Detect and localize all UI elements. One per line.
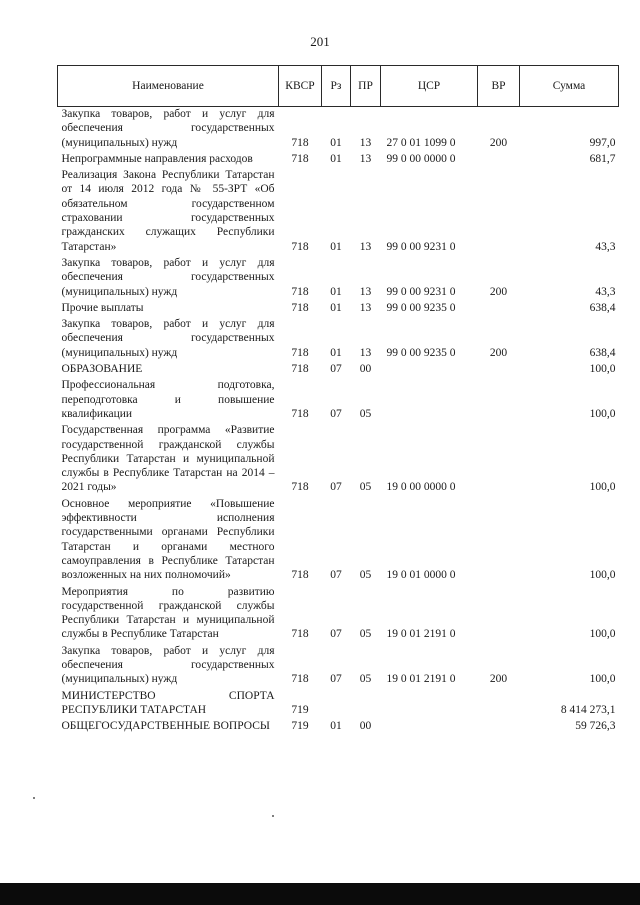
cell-pr: 13 xyxy=(359,240,372,253)
cell-pr: 13 xyxy=(359,152,372,165)
cell-rz xyxy=(322,689,351,720)
cell-name: Мероприятия по развитию государственной гражданской службы Республики Татарстан и муниципальной службы в Республике Татарстан xyxy=(61,585,275,641)
cell-vr xyxy=(478,378,520,423)
cell-vr xyxy=(478,585,520,644)
cell-rz: 01 xyxy=(330,152,342,165)
cell-kvsr: 718 xyxy=(291,136,309,149)
header-kvsr: КВСР xyxy=(279,66,322,107)
cell-name: Прочие выплаты xyxy=(61,301,144,314)
cell-name: МИНИСТЕРСТВО СПОРТА РЕСПУБЛИКИ ТАТАРСТАН xyxy=(61,689,275,716)
cell-pr: 05 xyxy=(359,628,372,641)
cell-vr xyxy=(478,301,520,317)
table-header-row xyxy=(58,66,619,107)
cell-pr: 00 xyxy=(359,363,372,376)
cell-pr: 13 xyxy=(359,285,372,298)
cell-pr: 05 xyxy=(359,481,372,494)
cell-kvsr: 719 xyxy=(291,720,309,733)
cell-name: ОБЩЕГОСУДАРСТВЕННЫЕ ВОПРОСЫ xyxy=(61,720,270,733)
cell-sum: 638,4 xyxy=(589,301,616,314)
header-rz: Рз xyxy=(322,66,351,107)
cell-pr: 00 xyxy=(359,720,372,733)
cell-kvsr: 719 xyxy=(291,703,309,716)
cell-csr: 99 0 00 9231 0 xyxy=(386,285,456,298)
table-row xyxy=(58,152,619,168)
cell-csr: 99 0 00 9231 0 xyxy=(386,240,456,253)
cell-sum: 100,0 xyxy=(589,363,616,376)
cell-vr xyxy=(478,719,520,735)
cell-csr xyxy=(381,689,478,720)
cell-sum: 997,0 xyxy=(589,136,616,149)
cell-sum: 43,3 xyxy=(595,240,616,253)
cell-csr: 19 0 00 0000 0 xyxy=(386,481,456,494)
cell-name: Непрограммные направления расходов xyxy=(61,152,253,165)
cell-pr: 13 xyxy=(359,346,372,359)
cell-rz: 01 xyxy=(330,285,342,298)
cell-sum: 638,4 xyxy=(589,346,616,359)
cell-kvsr: 718 xyxy=(291,569,309,582)
cell-rz: 07 xyxy=(330,407,342,420)
table-row xyxy=(58,423,619,496)
cell-vr xyxy=(478,168,520,256)
table-row xyxy=(58,168,619,256)
cell-name: Закупка товаров, работ и услуг для обеспечения государственных (муниципальных) нужд xyxy=(61,318,275,359)
budget-table-container xyxy=(57,65,618,735)
table-row xyxy=(58,644,619,689)
cell-pr: 13 xyxy=(359,301,372,314)
cell-kvsr: 718 xyxy=(291,628,309,641)
cell-sum: 100,0 xyxy=(589,673,616,686)
cell-sum: 100,0 xyxy=(589,569,616,582)
cell-pr: 13 xyxy=(359,136,372,149)
table-row xyxy=(58,585,619,644)
table-row xyxy=(58,719,619,735)
cell-csr xyxy=(381,362,478,378)
cell-name: Закупка товаров, работ и услуг для обеспечения государственных (муниципальных) нужд xyxy=(61,256,275,298)
cell-rz: 07 xyxy=(330,363,342,376)
cell-sum: 681,7 xyxy=(589,152,616,165)
cell-name: Основное мероприятие «Повышение эффективности исполнения государственными органами Республики Татарстан и органами местного самоуправления в Республике Татарстан возложенных на них полномочий» xyxy=(61,497,275,582)
cell-vr: 200 xyxy=(489,673,508,686)
cell-sum: 100,0 xyxy=(589,481,616,494)
cell-csr: 19 0 01 2191 0 xyxy=(386,673,456,686)
cell-rz: 07 xyxy=(330,569,342,582)
cell-sum: 59 726,3 xyxy=(575,720,616,733)
table-row xyxy=(58,689,619,720)
cell-csr: 99 0 00 9235 0 xyxy=(386,301,456,314)
cell-csr: 99 0 00 0000 0 xyxy=(386,152,456,165)
cell-rz: 07 xyxy=(330,481,342,494)
table-row xyxy=(58,107,619,152)
header-name: Наименование xyxy=(58,66,279,107)
cell-rz: 07 xyxy=(330,628,342,641)
table-row xyxy=(58,301,619,317)
cell-rz: 01 xyxy=(330,240,342,253)
cell-rz: 01 xyxy=(330,136,342,149)
cell-name: Закупка товаров, работ и услуг для обеспечения государственных (муниципальных) нужд xyxy=(61,108,275,149)
cell-rz: 01 xyxy=(330,301,342,314)
cell-sum: 100,0 xyxy=(589,407,616,420)
cell-rz: 01 xyxy=(330,346,342,359)
scan-bottom-edge xyxy=(0,883,640,905)
cell-kvsr: 718 xyxy=(291,481,309,494)
budget-table xyxy=(57,65,619,735)
cell-pr: 05 xyxy=(359,673,372,686)
cell-name: Профессиональная подготовка, переподготовка и повышение квалификации xyxy=(61,379,275,420)
header-vr: ВР xyxy=(478,66,520,107)
cell-name: ОБРАЗОВАНИЕ xyxy=(61,363,143,376)
cell-pr: 05 xyxy=(359,407,372,420)
cell-name: Реализация Закона Республики Татарстан от 14 июля 2012 года № 55-ЗРТ «Об обязательном государственном страховании государственных гражданских служащих Республики Татарстан» xyxy=(61,169,275,253)
cell-vr: 200 xyxy=(489,285,508,298)
cell-csr: 19 0 01 2191 0 xyxy=(386,628,456,641)
table-row xyxy=(58,317,619,362)
cell-kvsr: 718 xyxy=(291,301,309,314)
cell-csr xyxy=(381,378,478,423)
cell-csr: 27 0 01 1099 0 xyxy=(386,136,456,149)
header-pr: ПР xyxy=(351,66,381,107)
scan-speck xyxy=(272,815,274,817)
cell-name: Закупка товаров, работ и услуг для обеспечения государственных (муниципальных) нужд xyxy=(61,644,275,686)
table-row xyxy=(58,256,619,301)
cell-vr xyxy=(478,362,520,378)
cell-kvsr: 718 xyxy=(291,346,309,359)
cell-kvsr: 718 xyxy=(291,407,309,420)
cell-sum: 43,3 xyxy=(595,285,616,298)
cell-csr: 19 0 01 0000 0 xyxy=(386,569,456,582)
table-row xyxy=(58,378,619,423)
header-csr: ЦСР xyxy=(381,66,478,107)
cell-csr xyxy=(381,719,478,735)
cell-kvsr: 718 xyxy=(291,285,309,298)
cell-vr: 200 xyxy=(489,136,508,149)
table-body xyxy=(58,107,619,736)
cell-kvsr: 718 xyxy=(291,152,309,165)
cell-kvsr: 718 xyxy=(291,240,309,253)
cell-kvsr: 718 xyxy=(291,363,309,376)
cell-pr xyxy=(351,689,381,720)
cell-vr xyxy=(478,423,520,496)
cell-sum: 100,0 xyxy=(589,628,616,641)
header-sum: Сумма xyxy=(520,66,619,107)
cell-name: Государственная программа «Развитие государственной гражданской службы Республики Татарстан и муниципальной службы в Республике Татарстан на 2014 – 2021 годы» xyxy=(61,424,275,494)
cell-vr xyxy=(478,497,520,585)
cell-vr xyxy=(478,689,520,720)
cell-csr: 99 0 00 9235 0 xyxy=(386,346,456,359)
scan-speck xyxy=(33,797,35,799)
cell-rz: 07 xyxy=(330,673,342,686)
table-row xyxy=(58,497,619,585)
cell-kvsr: 718 xyxy=(291,673,309,686)
cell-sum: 8 414 273,1 xyxy=(560,703,616,716)
cell-vr: 200 xyxy=(489,346,508,359)
cell-vr xyxy=(478,152,520,168)
page-number: 201 xyxy=(310,34,330,49)
table-row xyxy=(58,362,619,378)
cell-rz: 01 xyxy=(330,720,342,733)
cell-pr: 05 xyxy=(359,569,372,582)
